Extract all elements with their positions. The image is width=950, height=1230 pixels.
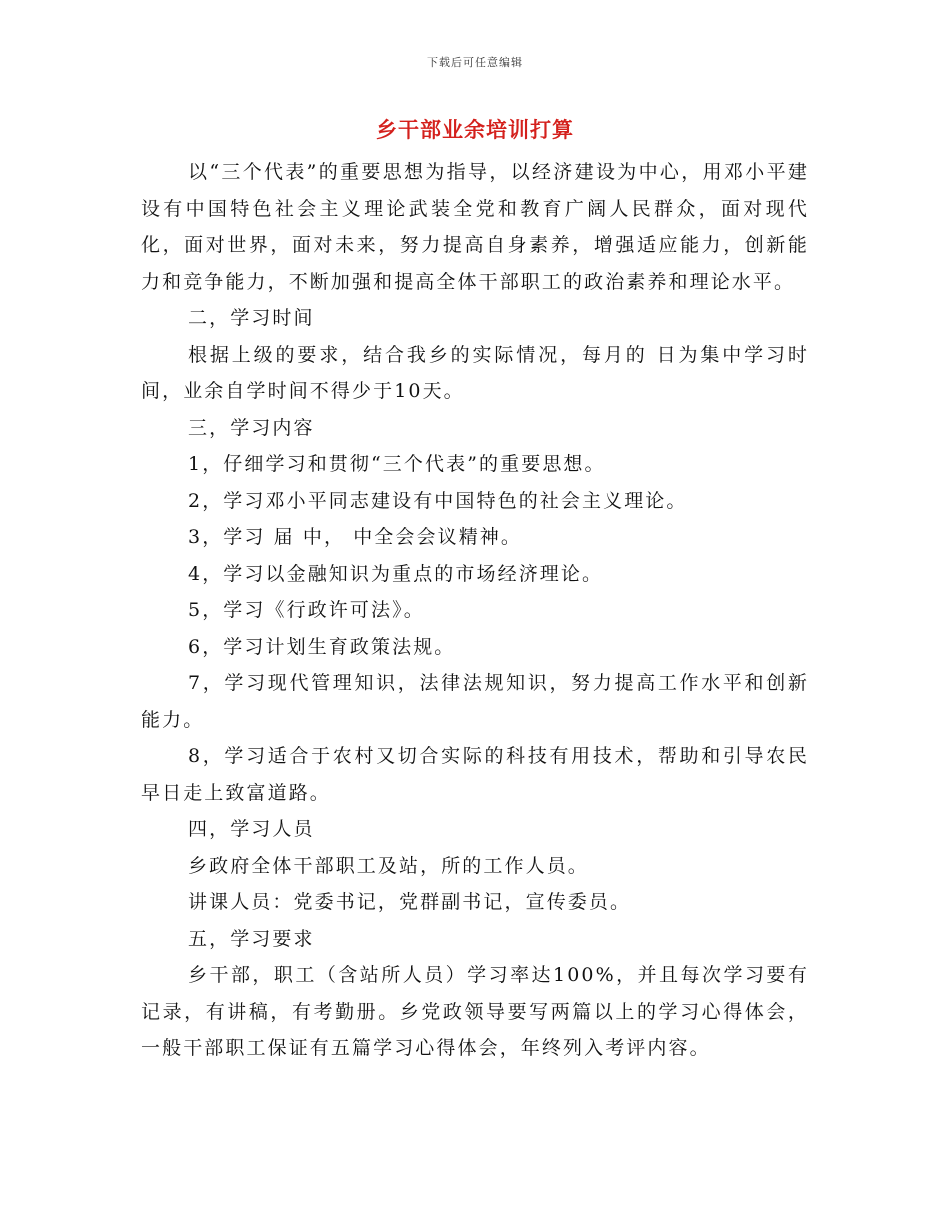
- content-item-3: 3，学习 届 中， 中全会会议精神。: [188, 526, 523, 548]
- content-item-8: 8，学习适合于农村又切合实际的科技有用技术，帮助和引导农民早日走上致富道路。: [141, 745, 809, 804]
- content-item-2: 2，学习邓小平同志建设有中国特色的社会主义理论。: [188, 489, 688, 512]
- section-heading-study-time: 二，学习时间: [188, 307, 315, 329]
- section-heading-study-content: 三，学习内容: [188, 416, 315, 439]
- document-body: [141, 154, 809, 1067]
- content-item-6: 6，学习计划生育政策法规。: [188, 635, 456, 658]
- content-item-5: 5，学习《行政许可法》。: [188, 599, 425, 621]
- section-heading-participants: 四，学习人员: [188, 818, 315, 840]
- document-title: 乡干部业余培训打算: [376, 117, 574, 142]
- content-item-7: 7，学习现代管理知识，法律法规知识，努力提高工作水平和创新能力。: [141, 672, 809, 731]
- requirements-paragraph: 乡干部，职工（含站所人员）学习率达100%，并且每次学习要有记录，有讲稿，有考勤册。乡党政领导要写两篇以上的学习心得体会，一般干部职工保证有五篇学习心得体会，年终列入考评内容。: [141, 964, 809, 1059]
- content-item-4: 4，学习以金融知识为重点的市场经济理论。: [188, 562, 604, 585]
- content-item-1: 1，仔细学习和贯彻“三个代表”的重要思想。: [188, 453, 606, 475]
- lecturers-paragraph: 讲课人员：党委书记，党群副书记，宣传委员。: [188, 891, 632, 913]
- participants-paragraph: 乡政府全体干部职工及站，所的工作人员。: [188, 854, 589, 877]
- study-time-paragraph: 根据上级的要求，结合我乡的实际情况，每月的 日为集中学习时间，业余自学时间不得少于10天。: [141, 343, 809, 402]
- section-heading-requirements: 五，学习要求: [188, 927, 315, 950]
- download-note: 下载后可任意编辑: [427, 56, 523, 69]
- intro-paragraph: 以“三个代表”的重要思想为指导，以经济建设为中心，用邓小平建设有中国特色社会主义理论武装全党和教育广阔人民群众，面对现代化，面对世界，面对未来，努力提高自身素养，增强适应能力，创新能力和竞争能力，不断加强和提高全体干部职工的政治素养和理论水平。: [141, 161, 809, 293]
